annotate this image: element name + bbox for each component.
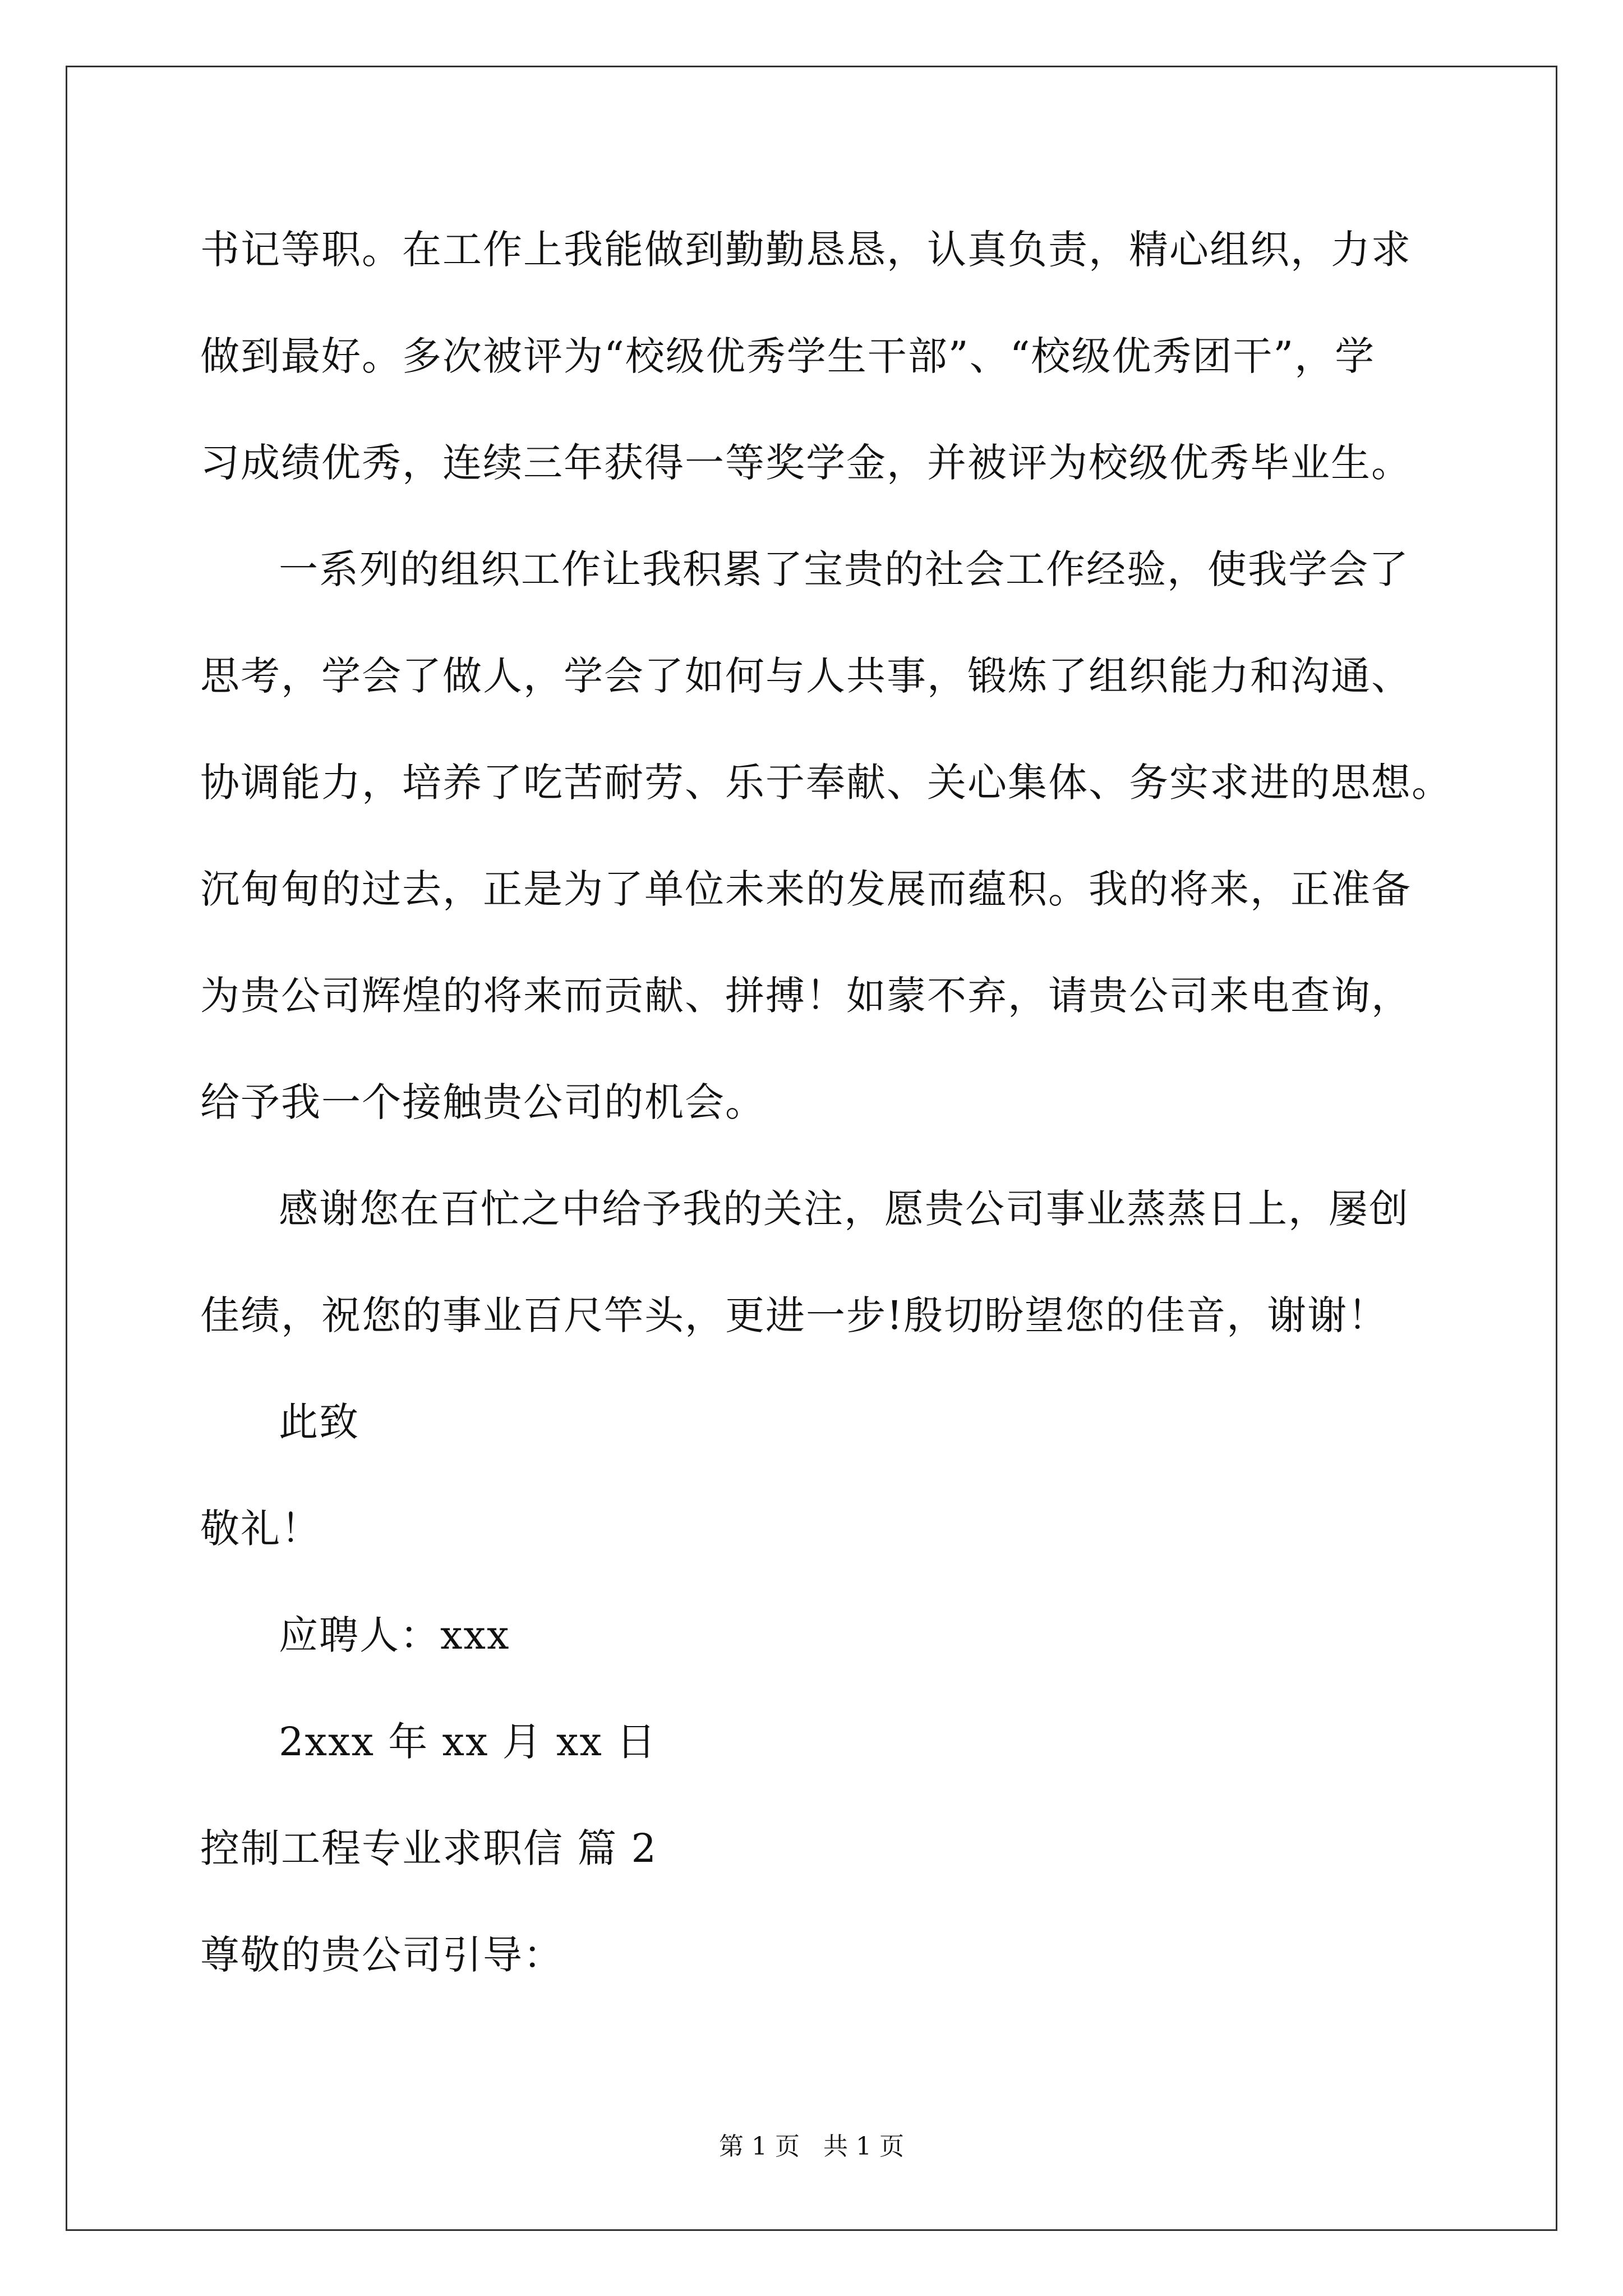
page-border — [66, 66, 1557, 2231]
section-heading: 控制工程专业求职信 篇 2 — [200, 1825, 658, 1871]
body-line-3: 习成绩优秀，连续三年获得一等奖学金，并被评为校级优秀毕业生。 — [200, 440, 1412, 486]
body-line-9: 给予我一个接触贵公司的机会。 — [200, 1079, 766, 1125]
body-line-7: 沉甸甸的过去，正是为了单位未来的发展而蕴积。我的将来，正准备 — [200, 866, 1412, 912]
closing-regards: 敬礼！ — [200, 1506, 321, 1552]
closing-salutation: 此致 — [279, 1399, 359, 1445]
body-line-8: 为贵公司辉煌的将来而贡献、拼搏！如蒙不弃，请贵公司来电查询， — [200, 973, 1412, 1019]
thanks-paragraph-line-2: 佳绩，祝您的事业百尺竿头，更进一步!殷切盼望您的佳音，谢谢！ — [200, 1292, 1389, 1338]
body-line-2: 做到最好。多次被评为“校级优秀学生干部”、“校级优秀团干”，学 — [200, 333, 1376, 379]
greeting-line: 尊敬的贵公司引导： — [200, 1932, 564, 1978]
body-line-1: 书记等职。在工作上我能做到勤勤恳恳，认真负责，精心组织，力求 — [200, 227, 1412, 273]
body-line-6: 协调能力，培养了吃苦耐劳、乐于奉献、关心集体、务实求进的思想。 — [200, 760, 1452, 806]
applicant-signature: 应聘人：xxx — [279, 1612, 510, 1658]
thanks-paragraph-line-1: 感谢您在百忙之中给予我的关注，愿贵公司事业蒸蒸日上，屡创 — [279, 1186, 1409, 1232]
body-line-5: 思考，学会了做人，学会了如何与人共事，锻炼了组织能力和沟通、 — [200, 653, 1412, 699]
page-number-footer: 第 1 页 共 1 页 — [719, 2132, 904, 2161]
date-line: 2xxx 年 xx 月 xx 日 — [279, 1719, 657, 1765]
paragraph-start-line: 一系列的组织工作让我积累了宝贵的社会工作经验，使我学会了 — [279, 546, 1409, 592]
